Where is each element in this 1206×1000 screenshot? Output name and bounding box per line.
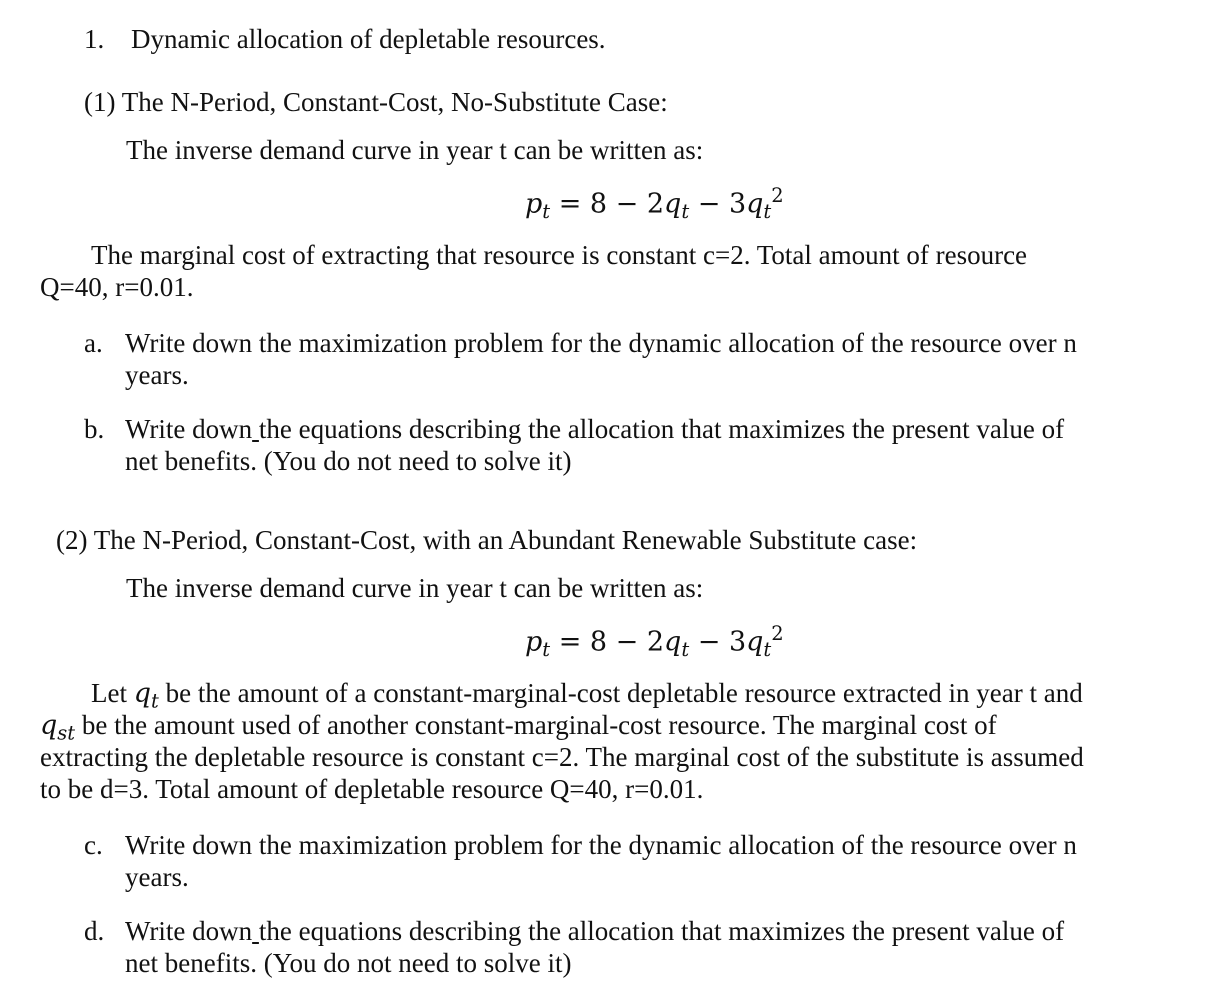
eq-lhs-sub: t xyxy=(542,638,551,662)
item-d-label: d. xyxy=(84,916,105,946)
part1-demand-equation xyxy=(525,186,784,222)
para-line1-rest: be the amount of a constant-marginal-cost depletable resource extracted in year t and xyxy=(158,678,1083,708)
eq-rhs-a: = 8 − 2 xyxy=(550,626,665,658)
eq-rhs-a: = 8 − 2 xyxy=(550,188,665,220)
item-d-line1-post: the equations describing the allocation that maximizes the present value of xyxy=(258,916,1065,946)
part1-heading: (1) The N-Period, Constant-Cost, No-Substitute Case: xyxy=(84,87,668,117)
eq-q1-sub: t xyxy=(681,638,690,662)
question-title: Dynamic allocation of depletable resources. xyxy=(131,24,606,54)
eq-rhs-b: − 3 xyxy=(689,626,747,658)
eq-q2: q xyxy=(746,188,764,220)
part1-paragraph-line2: Q=40, r=0.01. xyxy=(40,272,194,302)
item-c-line1: Write down the maximization problem for the dynamic allocation of the resource over n xyxy=(125,830,1077,860)
var-qst: q xyxy=(40,710,58,741)
para-let: Let xyxy=(91,678,134,708)
eq-lhs: p xyxy=(525,626,543,658)
eq-q2: q xyxy=(746,626,764,658)
part2-intro: The inverse demand curve in year t can be written as: xyxy=(126,573,704,603)
eq-q1: q xyxy=(664,188,682,220)
eq-exponent: 2 xyxy=(771,184,784,207)
item-d-line2: net benefits. (You do not need to solve it) xyxy=(125,948,572,978)
item-b-line2: net benefits. (You do not need to solve it) xyxy=(125,446,572,476)
item-a-label: a. xyxy=(84,328,103,358)
eq-q2-sub: t xyxy=(763,638,772,662)
item-b-line1-pre: Write down xyxy=(125,414,253,444)
part2-paragraph-line3: extracting the depletable resource is constant c=2. The marginal cost of the substitute is assumed xyxy=(40,742,1084,772)
item-a-line1: Write down the maximization problem for the dynamic allocation of the resource over n xyxy=(125,328,1077,358)
para-line2-rest: be the amount used of another constant-marginal-cost resource. The marginal cost of xyxy=(75,710,997,740)
var-qt: q xyxy=(133,678,152,709)
part2-demand-equation xyxy=(525,624,784,660)
item-c-line2: years. xyxy=(125,862,189,892)
var-qt-sub: t xyxy=(151,689,159,713)
item-d-line1-pre: Write down xyxy=(125,916,253,946)
eq-lhs-sub: t xyxy=(542,200,551,224)
part1-paragraph-line1: The marginal cost of extracting that resource is constant c=2. Total amount of resource xyxy=(91,240,1028,270)
item-b-line1-space xyxy=(252,414,259,444)
item-d-line1-space xyxy=(252,916,259,946)
eq-rhs-b: − 3 xyxy=(689,188,747,220)
eq-lhs: p xyxy=(525,188,543,220)
eq-exponent: 2 xyxy=(771,622,784,645)
eq-q2-sub: t xyxy=(763,200,772,224)
eq-q1: q xyxy=(664,626,682,658)
part2-heading: (2) The N-Period, Constant-Cost, with an Abundant Renewable Substitute case: xyxy=(56,525,918,555)
eq-q1-sub: t xyxy=(681,200,690,224)
item-b-line1-post: the equations describing the allocation that maximizes the present value of xyxy=(258,414,1065,444)
item-b-line1 xyxy=(125,416,1064,443)
part2-paragraph-line1 xyxy=(91,680,1083,711)
item-d-line1 xyxy=(125,918,1064,945)
part2-paragraph-line4: to be d=3. Total amount of depletable resource Q=40, r=0.01. xyxy=(40,774,704,804)
part1-intro: The inverse demand curve in year t can be written as: xyxy=(126,135,704,165)
question-number: 1. xyxy=(84,24,105,54)
item-b-label: b. xyxy=(84,414,105,444)
item-a-line2: years. xyxy=(125,360,189,390)
var-qst-sub: st xyxy=(57,721,76,745)
item-c-label: c. xyxy=(84,830,103,860)
part2-paragraph-line2 xyxy=(40,712,997,743)
